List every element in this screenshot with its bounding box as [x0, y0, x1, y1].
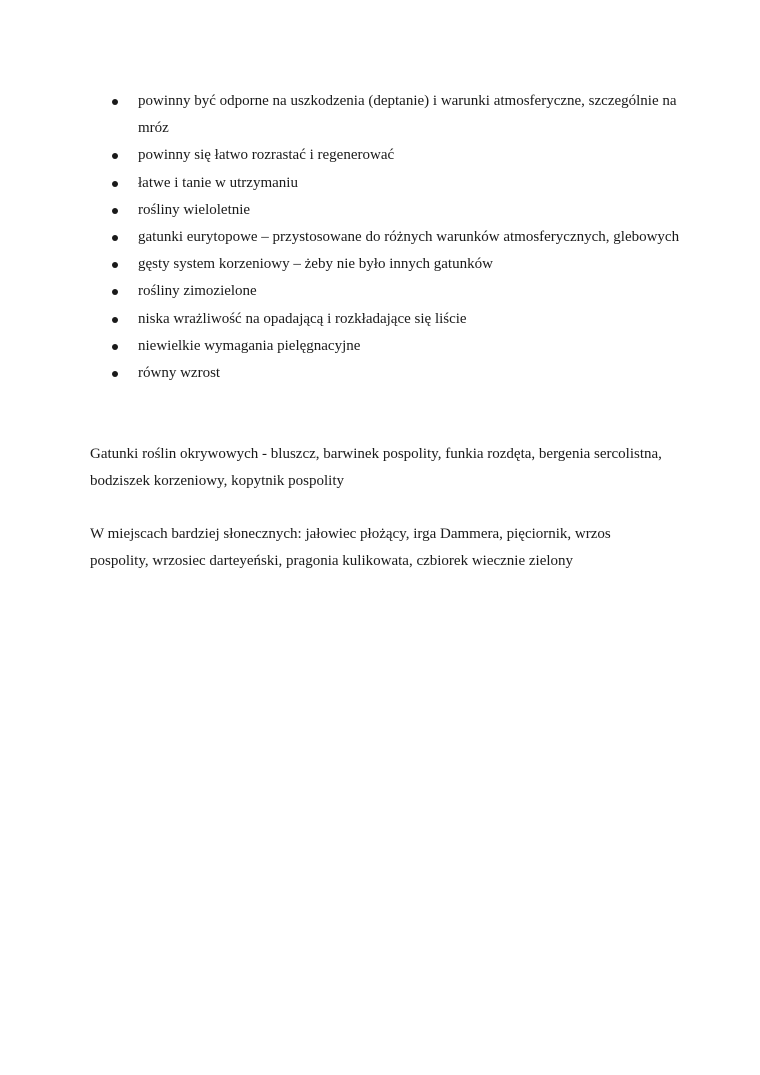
list-item-text: gatunki eurytopowe – przystosowane do różnych warunków atmosferycznych, glebowych	[138, 229, 680, 246]
bullet-icon	[112, 235, 118, 241]
bullet-icon	[112, 99, 118, 105]
list-item	[110, 170, 690, 197]
bullet-icon	[112, 208, 118, 214]
list-item-text: niewielkie wymagania pielęgnacyjne	[138, 337, 361, 354]
list-item-text: powinny się łatwo rozrastać i regenerować	[138, 147, 395, 164]
list-item-text: powinny być odporne na uszkodzenia (deptanie) i warunki atmosferyczne, szczególnie na mróz	[138, 93, 677, 137]
bullet-icon	[112, 289, 118, 295]
list-item-text: równy wzrost	[138, 365, 221, 382]
list-item	[110, 197, 690, 224]
list-item-text: rośliny wieloletnie	[138, 201, 251, 218]
bullet-icon	[112, 181, 118, 187]
bullet-icon	[112, 344, 118, 350]
list-item	[110, 142, 690, 169]
list-item	[110, 88, 690, 142]
list-item-text: niska wrażliwość na opadającą i rozkładające się liście	[138, 310, 467, 327]
list-item	[110, 333, 690, 360]
sunny-places-species-paragraph: W miejscach bardziej słonecznych: jałowiec płożący, irga Dammera, pięciornik, wrzos pospolity, wrzosiec darteyeński, pragonia kulikowata, czbiorek wiecznie zielony	[90, 526, 611, 569]
list-item-text: rośliny zimozielone	[138, 283, 257, 300]
list-item	[110, 224, 690, 251]
list-item-text: łatwe i tanie w utrzymaniu	[138, 174, 298, 191]
bullet-icon	[112, 262, 118, 268]
list-item	[110, 306, 690, 333]
bullet-icon	[112, 371, 118, 377]
bullet-icon	[112, 317, 118, 323]
requirements-bullet-list	[110, 88, 690, 387]
list-item	[110, 360, 690, 387]
bullet-icon	[112, 153, 118, 159]
list-item	[110, 251, 690, 278]
ground-cover-species-paragraph: Gatunki roślin okrywowych - bluszcz, barwinek pospolity, funkia rozdęta, bergenia sercolistna, bodziszek korzeniowy, kopytnik pospolity	[90, 446, 662, 489]
list-item-text: gęsty system korzeniowy – żeby nie było innych gatunków	[138, 256, 493, 273]
list-item	[110, 278, 690, 305]
